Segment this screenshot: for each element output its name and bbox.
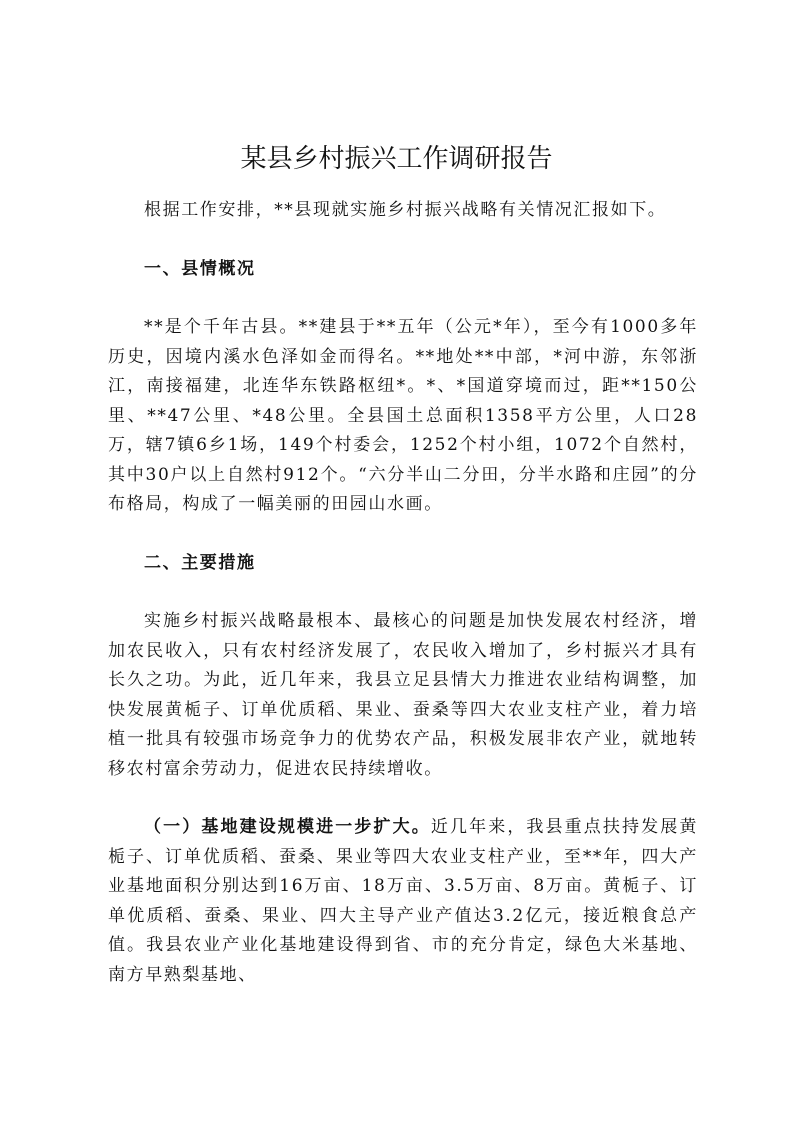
section-heading-2: 二、主要措施	[144, 552, 256, 573]
section-2-paragraph: 实施乡村振兴战略最根本、最核心的问题是加快发展农村经济，增加农民收入，只有农村经济发展了，农民收入增加了，乡村振兴才具有长久之功。为此，近几年来，我县立足县情大力推进农业结构调整，加快发展黄栀子、订单优质稻、果业、蚕桑等四大农业支柱产业，着力培植一批具有较强市场竞争力的优势农产品，积极发展非农产业，就地转移农村富余劳动力，促进农民持续增收。	[108, 611, 698, 779]
document-body	[108, 196, 698, 990]
section-heading-1: 一、县情概况	[144, 258, 256, 279]
section-1-paragraph: **是个千年古县。**建县于**五年（公元*年），至今有1000多年历史，因境内溪水色泽如金而得名。**地处**中部，*河中游，东邻浙江，南接福建，北连华东铁路枢纽*。*、*国道穿境而过，距**150公里、**47公里、*48公里。全县国土总面积1358平方公里，人口28万，辖7镇6乡1场，149个村委会，1252个村小组，1072个自然村，其中30户以上自然村912个。“六分半山二分田，分半水路和庄园”的分布格局，构成了一幅美丽的田园山水画。	[108, 317, 698, 514]
document-title: 某县乡村振兴工作调研报告	[240, 144, 553, 174]
subsection-1-paragraph	[108, 813, 698, 990]
subsection-1-lead: （一）基地建设规模进一步扩大。	[144, 817, 431, 837]
intro-paragraph: 根据工作安排，**县现就实施乡村振兴战略有关情况汇报如下。	[144, 200, 667, 220]
subsection-1-text: 近几年来，我县重点扶持发展黄栀子、订单优质稻、蚕桑、果业等四大农业支柱产业，至**年，四大产业基地面积分别达到16万亩、18万亩、3.5万亩、8万亩。黄栀子、订单优质稻、蚕桑、果业、四大主导产业产值达3.2亿元，接近粮食总产值。我县农业产业化基地建设得到省、市的充分肯定，绿色大米基地、南方早熟梨基地、	[108, 817, 699, 985]
